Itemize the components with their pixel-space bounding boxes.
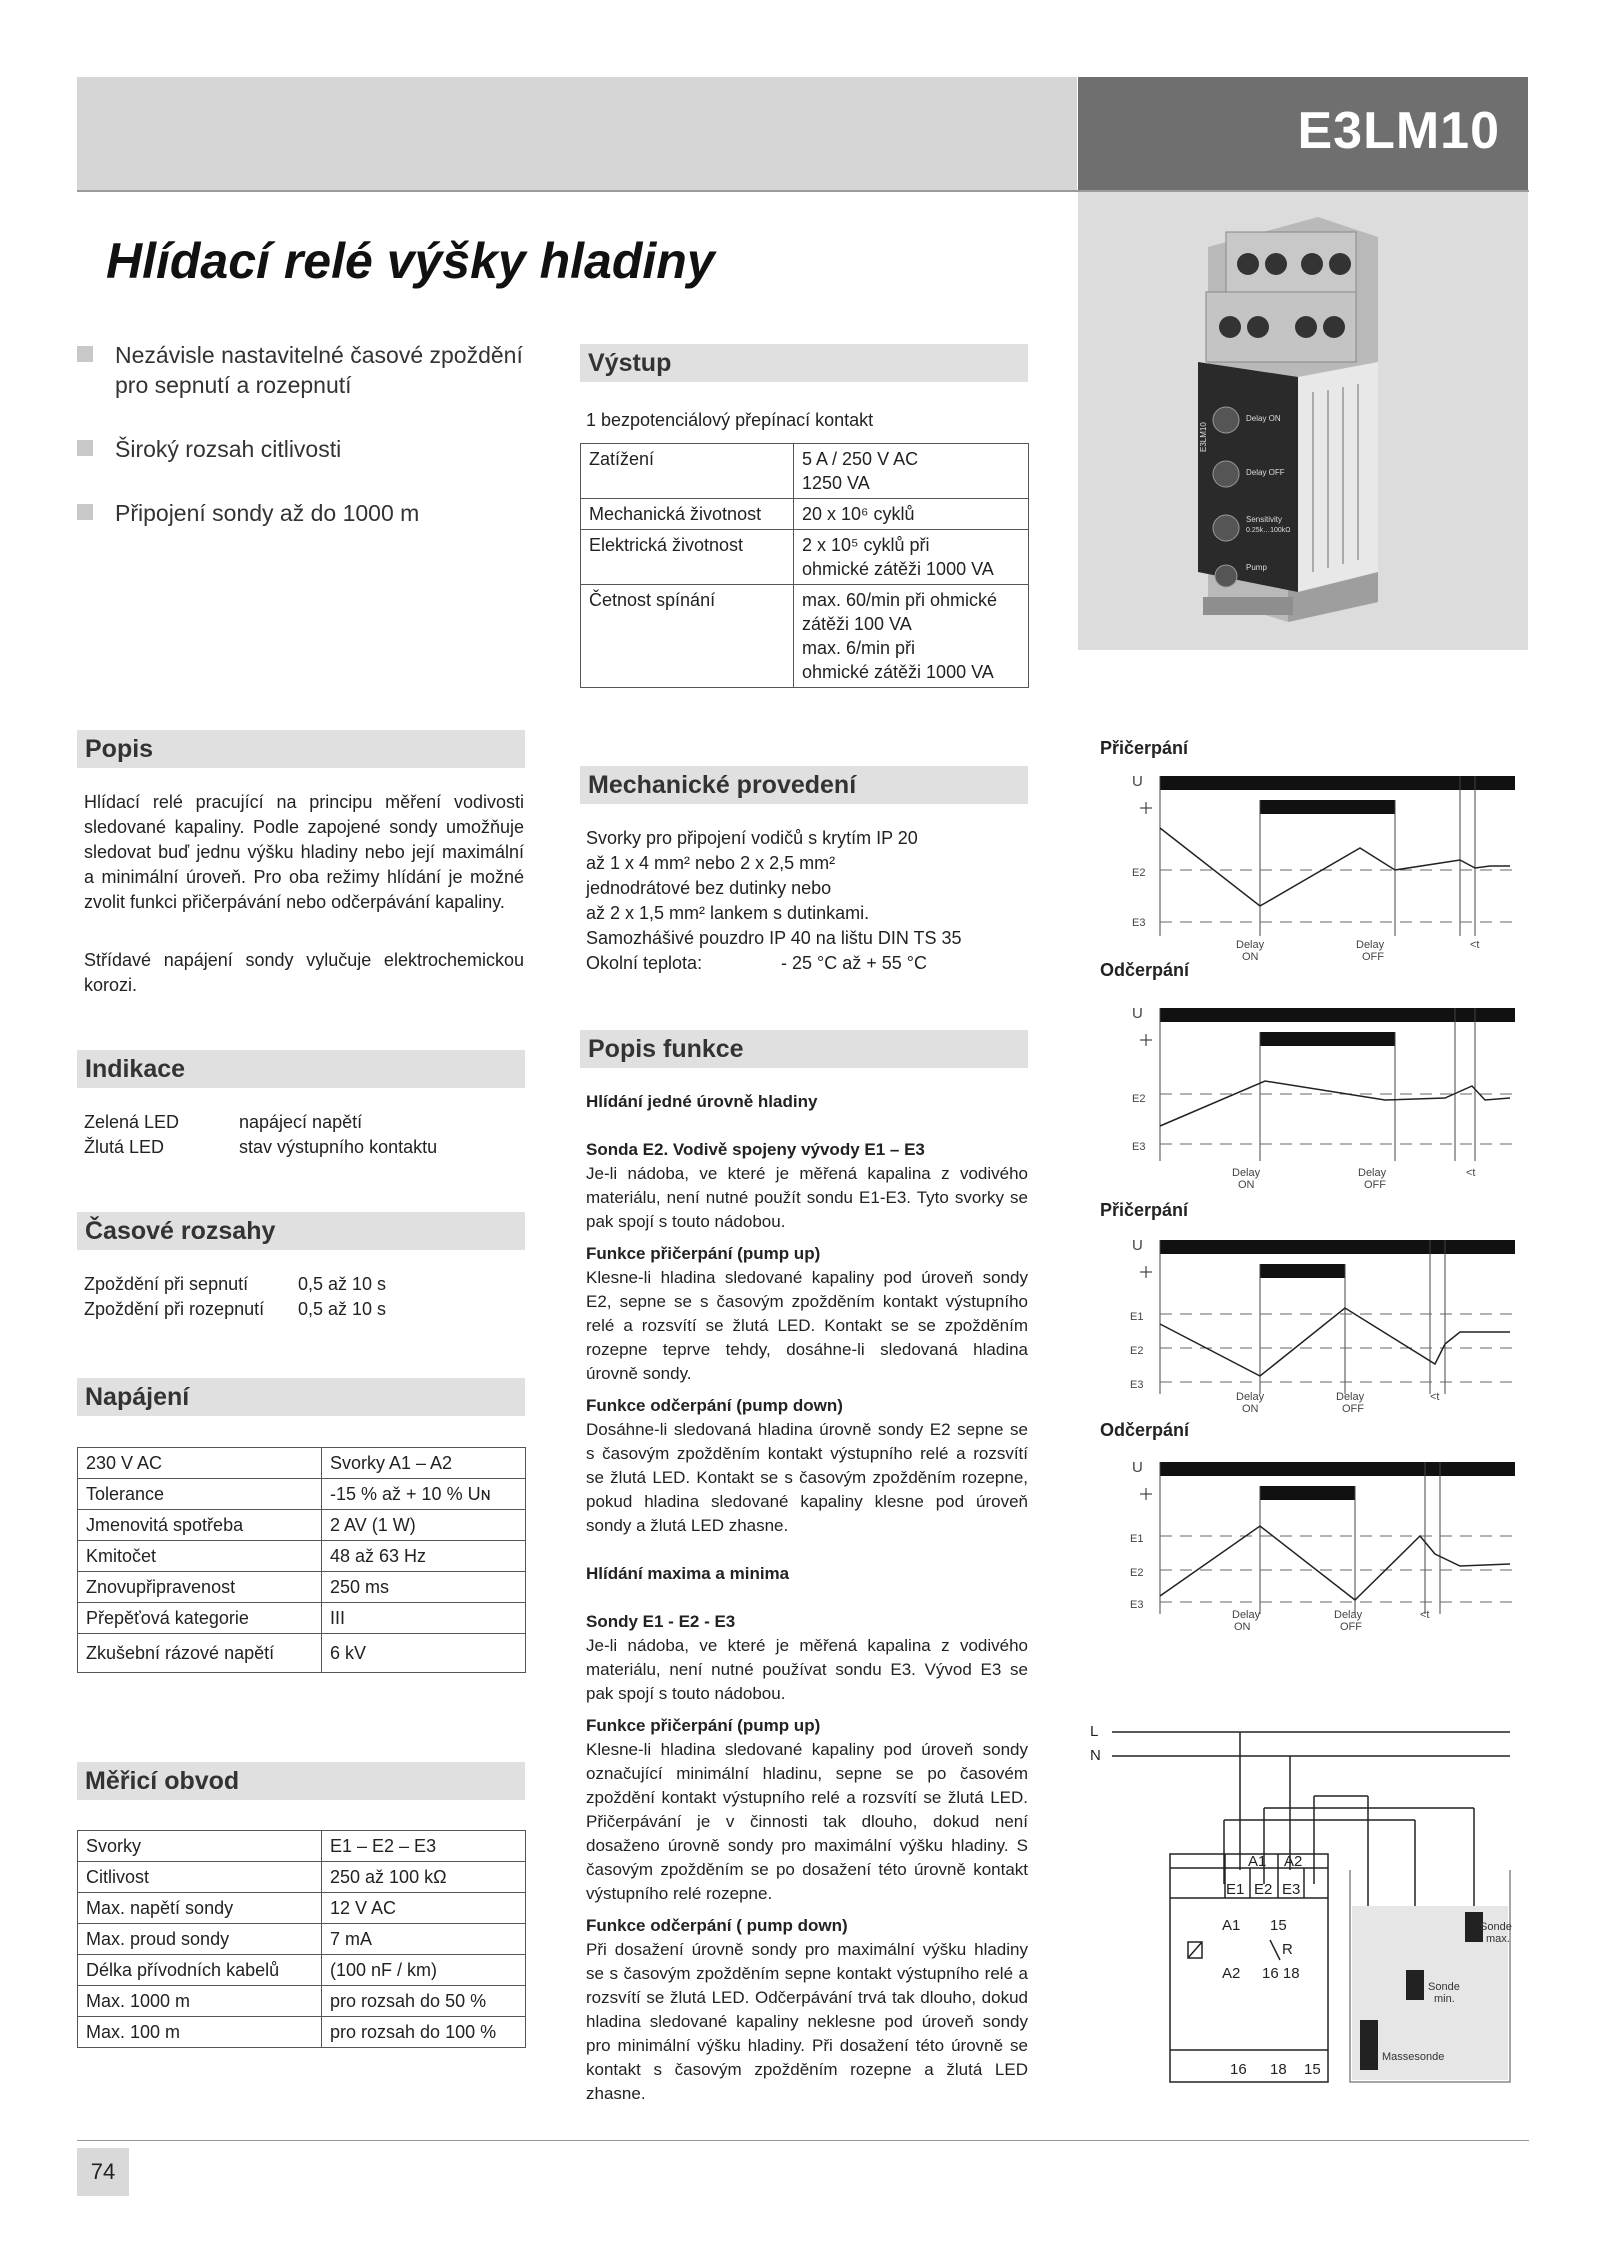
diagram-on-label: ON — [1238, 1179, 1255, 1191]
bullet-square-icon — [77, 504, 93, 520]
diagram-lt-label: <t — [1420, 1609, 1430, 1621]
section-heading-mech: Mechanické provedení — [580, 766, 1028, 804]
indikace-list — [84, 1110, 437, 1160]
section-heading-indikace: Indikace — [77, 1050, 525, 1088]
table-row: Max. proud sondy 7 mA — [78, 1924, 526, 1955]
table-row: Zkušební rázové napětí 6 kV — [78, 1634, 526, 1673]
diagram-e3-label: E3 — [1130, 1599, 1144, 1611]
table-row: Znovupřipravenost 250 ms — [78, 1572, 526, 1603]
feature-text: Široký rozsah citlivosti — [115, 436, 342, 462]
diagram-delay-label: Delay — [1236, 1391, 1265, 1403]
relay-a2-label: A2 — [1222, 1965, 1241, 1982]
diagram-title: Přičerpání — [1100, 1200, 1189, 1220]
vystup-intro: 1 bezpotenciálový přepínací kontakt — [586, 410, 874, 430]
relay-r-label: R — [1282, 1941, 1293, 1958]
photo-label-sensitivity-range: 0.25k…100kΩ — [1246, 527, 1291, 534]
diagram-lt-label: <t — [1470, 939, 1480, 951]
table-row: Svorky E1 – E2 – E3 — [78, 1831, 526, 1862]
diagram-u-label: U — [1132, 773, 1143, 790]
table-row: Citlivost 250 až 100 kΩ — [78, 1862, 526, 1893]
sonde-min-label: Sonde — [1428, 1981, 1460, 1993]
diagram-u-label: U — [1132, 1005, 1143, 1022]
table-row: Elektrická životnost 2 x 10⁵ cyklů při ohmické zátěži 1000 VA — [581, 530, 1029, 585]
casove-row: Zpoždění při rozepnutí 0,5 až 10 s — [84, 1299, 387, 1319]
section-heading-vystup: Výstup — [580, 344, 1028, 382]
photo-device-label: E3LM10 — [1199, 422, 1208, 452]
diagram-off-label: OFF — [1364, 1179, 1386, 1191]
table-row: Mechanická životnost 20 x 10⁶ cyklů — [581, 499, 1029, 530]
photo-label-pump: Pump — [1246, 563, 1267, 572]
table-row: Zatížení 5 A / 250 V AC 1250 VA — [581, 444, 1029, 499]
funkce-text: Hlídání jedné úrovně hladiny Sonda E2. Vodivě spojeny vývody E1 – E3 Je-li nádoba, ve které je měřená kapalina z vodivého materiálu, není nutné použít sondu E1-E3. Tyto svorky se pak spojí s touto nádobou. Funkce přičerpání (pump up) Klesne-li hladina sledované kapaliny pod úroveň sondy E2, sepne se s časovým zpožděním kontakt výstupního relé a rozsvítí se žlutá LED. Kontakt se se zpožděním rozepne teprve tehdy, dosáhne-li sledovaná hladina úrovně sondy. Funkce odčerpání (pump down) Dosáhne-li sledovaná hladina úrovně sondy E2 sepne se s časovým zpožděním kontakt výstupního relé a rozsvítí se žlutá LED. Kontakt se s časovým zpožděním rozepne, pokud hladina sledované kapaliny klesne pod úroveň sondy a žlutá LED zhasne. Hlídání maxima a minima Sondy E1 - E2 - E3 Je-li nádoba, ve které je měřená kapalina z vodivého materiálu, není nutné používat sondu E3. Vývod E3 se pak spojí s touto nádobou. Funkce přičerpání (pump up) Klesne-li hladina sledované kapaliny pod úroveň sondy označující minimální hladinu, sepne se po časovém zpoždění kontakt výstupního relé a rozsvítí se žlutá LED. Přičerpávání je v činnosti tak dlouho, dokud není dosaženo úrovně sondy pro maximální výšku hladiny. S časovým zpožděním se po dosažení této úrovně kontakt výstupního relé rozepne. Funkce odčerpání ( pump down) Při dosažení úrovně sondy pro maximální výšku hladiny se s časovým zpožděním sepne kontakt výstupního relé a rozsvítí se žlutá LED. Odčerpávání trvá tak dlouho, dokud hladina sledované kapaliny neklesne pod úroveň sondy pro minimální výšku hladiny. Při dosažení této úrovně se kontakt s časovým zpožděním rozepne a žlutá LED zhasne. — [586, 1092, 1028, 2103]
terminal-e3: E3 — [1282, 1881, 1301, 1898]
diagram-delay-label: Delay — [1334, 1609, 1363, 1621]
diagram-e1-label: E1 — [1130, 1311, 1144, 1323]
diagram-e2-label: E2 — [1132, 1093, 1146, 1105]
timing-diagrams — [1100, 736, 1530, 1636]
photo-label-delay-off: Delay OFF — [1246, 468, 1285, 477]
terminal-16: 16 — [1230, 2061, 1247, 2078]
sonde-min-label-2: min. — [1434, 1993, 1455, 2005]
section-heading-merici: Měřicí obvod — [77, 1762, 525, 1800]
table-row: Jmenovitá spotřeba 2 AV (1 W) — [78, 1510, 526, 1541]
indikace-row: Zelená LED napájecí napětí — [84, 1112, 363, 1132]
product-code-box — [1078, 77, 1528, 191]
terminal-a2: A2 — [1284, 1853, 1303, 1870]
merici-table — [77, 1830, 526, 2048]
diagram-delay-label: Delay — [1232, 1609, 1261, 1621]
feature-text: Připojení sondy až do 1000 m — [115, 500, 420, 526]
diagram-e3-label: E3 — [1132, 1141, 1146, 1153]
wiring-n-label: N — [1090, 1747, 1101, 1764]
section-heading-popis: Popis — [77, 730, 525, 768]
diagram-title: Odčerpání — [1100, 960, 1190, 980]
page-number: 74 — [77, 2148, 129, 2196]
relay-1618-label: 16 18 — [1262, 1965, 1300, 1982]
footer-rule — [77, 2140, 1529, 2141]
diagram-e2-label: E2 — [1132, 867, 1146, 879]
casove-row: Zpoždění při sepnutí 0,5 až 10 s — [84, 1274, 387, 1294]
diagram-on-label: ON — [1234, 1621, 1251, 1633]
diagram-title: Odčerpání — [1100, 1420, 1190, 1440]
massesonde-label: Massesonde — [1382, 2051, 1445, 2063]
mech-text: Svorky pro připojení vodičů s krytím IP 20 až 1 x 4 mm² nebo 2 x 2,5 mm² jednodrátové bez dutinky nebo až 2 x 1,5 mm² lankem s dutinkami. Samozhášivé pouzdro IP 40 na lištu DIN TS 35 Okolní teplota: - 25 °C až + 55 °C — [586, 828, 962, 973]
wiring-diagram — [1090, 1720, 1530, 2090]
feature-text: Nezávisle nastavitelné časové zpoždění pro sepnutí a rozepnutí — [115, 342, 523, 398]
popis-text-2: Střídavé napájení sondy vylučuje elektrochemickou korozi. — [84, 950, 524, 995]
photo-label-sensitivity: Sensitivity — [1246, 515, 1283, 524]
terminal-18: 18 — [1270, 2061, 1287, 2078]
diagram-title: Přičerpání — [1100, 738, 1189, 758]
table-row: Četnost spínání max. 60/min při ohmické zátěži 100 VA max. 6/min při ohmické zátěži 1000 VA — [581, 585, 1029, 688]
wiring-l-label: L — [1090, 1723, 1099, 1740]
funkce-subheading: Funkce přičerpání (pump up) — [586, 1244, 821, 1263]
table-row: 230 V AC Svorky A1 – A2 — [78, 1448, 526, 1479]
product-code: E3LM10 — [1297, 102, 1500, 160]
terminal-e1: E1 — [1226, 1881, 1245, 1898]
product-photo — [1078, 192, 1528, 650]
table-row: Max. 100 m pro rozsah do 100 % — [78, 2017, 526, 2048]
table-row: Kmitočet 48 až 63 Hz — [78, 1541, 526, 1572]
diagram-off-label: OFF — [1362, 951, 1384, 963]
casove-list — [84, 1272, 386, 1322]
diagram-on-label: ON — [1242, 951, 1259, 963]
relay-device-illustration — [1078, 192, 1528, 650]
diagram-delay-label: Delay — [1336, 1391, 1365, 1403]
diagram-e3-label: E3 — [1130, 1379, 1144, 1391]
vystup-table — [580, 443, 1029, 688]
page-title: Hlídací relé výšky hladiny — [106, 233, 715, 289]
diagram-delay-label: Delay — [1236, 939, 1265, 951]
diagram-on-label: ON — [1242, 1403, 1259, 1415]
diagram-off-label: OFF — [1342, 1403, 1364, 1415]
table-row: Max. napětí sondy 12 V AC — [78, 1893, 526, 1924]
funkce-subheading: Funkce odčerpání ( pump down) — [586, 1916, 848, 1935]
funkce-subheading: Sonda E2. Vodivě spojeny vývody E1 – E3 — [586, 1140, 925, 1159]
funkce-subheading: Sondy E1 - E2 - E3 — [586, 1612, 736, 1631]
sonde-max-label: Sonde — [1480, 1921, 1512, 1933]
section-heading-napajeni: Napájení — [77, 1378, 525, 1416]
diagram-e1-label: E1 — [1130, 1533, 1144, 1545]
funkce-subheading: Funkce přičerpání (pump up) — [586, 1716, 821, 1735]
terminal-e2: E2 — [1254, 1881, 1273, 1898]
feature-item — [77, 498, 537, 528]
diagram-e3-label: E3 — [1132, 917, 1146, 929]
funkce-subheading: Funkce odčerpání (pump down) — [586, 1396, 843, 1415]
funkce-subheading: Hlídání jedné úrovně hladiny — [586, 1092, 818, 1111]
feature-item — [77, 340, 537, 400]
diagram-delay-label: Delay — [1356, 939, 1385, 951]
bullet-square-icon — [77, 346, 93, 362]
table-row: Max. 1000 m pro rozsah do 50 % — [78, 1986, 526, 2017]
feature-item — [77, 434, 537, 464]
bullet-square-icon — [77, 440, 93, 456]
header-bar — [77, 77, 1077, 191]
table-row: Tolerance -15 % až + 10 % Uɴ — [78, 1479, 526, 1510]
popis-text-1: Hlídací relé pracující na principu měření vodivosti sledované kapaliny. Podle zapojené sondy umožňuje sledovat buď jednu výšku hladiny nebo její maximální a minimální úroveň. Pro oba režimy hlídání je možné zvolit funkci přičerpávání nebo odčerpávání kapaliny. — [84, 792, 524, 912]
table-row: Délka přívodních kabelů (100 nF / km) — [78, 1955, 526, 1986]
diagram-delay-label: Delay — [1358, 1167, 1387, 1179]
diagram-off-label: OFF — [1340, 1621, 1362, 1633]
diagram-e2-label: E2 — [1130, 1345, 1144, 1357]
section-heading-casove: Časové rozsahy — [77, 1212, 525, 1250]
funkce-subheading: Hlídání maxima a minima — [586, 1564, 790, 1583]
diagram-u-label: U — [1132, 1237, 1143, 1254]
terminal-a1: A1 — [1248, 1853, 1267, 1870]
photo-label-delay-on: Delay ON — [1246, 414, 1281, 423]
diagram-u-label: U — [1132, 1459, 1143, 1476]
diagram-lt-label: <t — [1430, 1391, 1440, 1403]
table-row: Přepěťová kategorie III — [78, 1603, 526, 1634]
diagram-delay-label: Delay — [1232, 1167, 1261, 1179]
diagram-e2-label: E2 — [1130, 1567, 1144, 1579]
section-heading-funkce: Popis funkce — [580, 1030, 1028, 1068]
relay-a1-label: A1 — [1222, 1917, 1241, 1934]
diagram-lt-label: <t — [1466, 1167, 1476, 1179]
indikace-row: Žlutá LED stav výstupního kontaktu — [84, 1137, 438, 1157]
feature-list — [77, 340, 537, 562]
terminal-15: 15 — [1304, 2061, 1321, 2078]
napajeni-table — [77, 1447, 526, 1673]
sonde-max-label-2: max. — [1486, 1933, 1510, 1945]
relay-15-label: 15 — [1270, 1917, 1287, 1934]
